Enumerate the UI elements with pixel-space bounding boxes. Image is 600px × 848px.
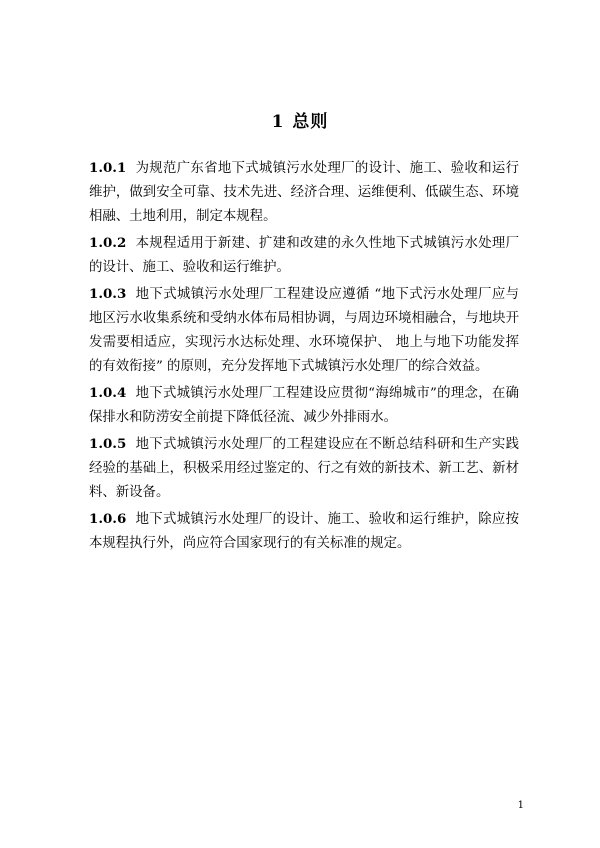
clause-1-0-6 — [89, 507, 519, 556]
chapter-number: 1 — [271, 112, 285, 132]
chapter-title: 总则 — [292, 112, 329, 132]
clause-1-0-3 — [89, 282, 519, 379]
clause-number: 1.0.2 — [89, 235, 127, 251]
clause-text: 地下式城镇污水处理厂工程建设应贯彻“海绵城市”的理念，在确保排水和防涝安全前提下降低径流、减少外排雨水。 — [89, 386, 519, 425]
clause-text: 为规范广东省地下式城镇污水处理厂的设计、施工、验收和运行维护，做到安全可靠、技术先进、经济合理、运维便利、低碳生态、环境相融、土地利用，制定本规程。 — [89, 161, 519, 224]
clause-text: 地下式城镇污水处理厂工程建设应遵循 “地下式污水处理厂应与地区污水收集系统和受纳水体布局相协调，与周边环境相融合，与地块开发需要相适应，实现污水达标处理、水环境保护、 地上与地下功能发挥的有效衔接” 的原则，充分发挥地下式城镇污水处理厂的综合效益。 — [89, 287, 519, 374]
page-number: 1 — [517, 800, 524, 811]
clause-number: 1.0.1 — [89, 160, 127, 176]
clause-text: 地下式城镇污水处理厂的工程建设应在不断总结科研和生产实践经验的基础上，积极采用经过鉴定的、行之有效的新技术、新工艺、新材料、新设备。 — [89, 437, 519, 500]
clause-1-0-2 — [89, 231, 519, 280]
clause-1-0-5 — [89, 432, 519, 505]
clause-number: 1.0.4 — [89, 385, 127, 401]
page-title — [0, 107, 600, 132]
clause-number: 1.0.5 — [89, 436, 127, 452]
clause-number: 1.0.3 — [89, 286, 127, 302]
clause-1-0-4 — [89, 381, 519, 430]
chapter-body — [89, 156, 519, 558]
clause-text: 地下式城镇污水处理厂的设计、施工、验收和运行维护，除应按本规程执行外，尚应符合国家现行的有关标准的规定。 — [89, 512, 519, 551]
clause-text: 本规程适用于新建、扩建和改建的永久性地下式城镇污水处理厂的设计、施工、验收和运行维护。 — [89, 236, 519, 275]
clause-1-0-1 — [89, 156, 519, 229]
clause-number: 1.0.6 — [89, 511, 127, 527]
